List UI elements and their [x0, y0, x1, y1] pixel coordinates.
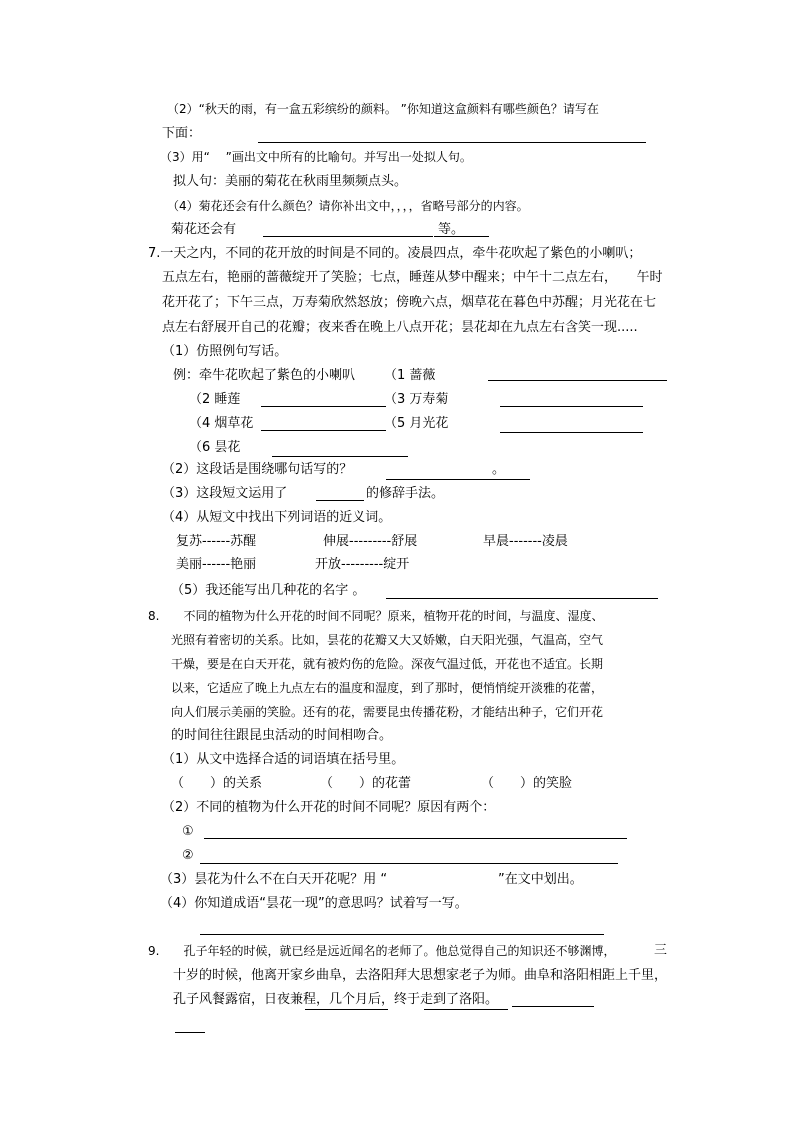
q8-para-3: 干燥，要是在白天开花，就有被灼伤的危险。深夜气温过低，开花也不适宜。长期	[171, 657, 604, 671]
q7-item-4: （4 烟草花	[189, 416, 254, 431]
q7-sub-2b: 。	[492, 462, 506, 477]
answer-blank[interactable]	[386, 598, 658, 599]
q7-item-6: （6 昙花	[189, 440, 241, 455]
q8-circle-2: ②	[182, 848, 194, 863]
q9-para-2: 十岁的时候，他离开家乡曲阜，去洛阳拜大思想家老子为师。曲阜和洛阳相距上千里，	[173, 968, 668, 983]
q8-para-1: 8. 不同的植物为什么开花的时间不同呢？原来，植物开花的时间，与温度、湿度、	[148, 609, 604, 623]
q8-sub-2: （2）不同的植物为什么开花的时间不同呢？原因有两个：	[162, 800, 496, 815]
q-line-6a: 菊花还会有	[171, 222, 237, 237]
q8-bracket-3: （ ）的笑脸	[481, 776, 573, 791]
q7-sub-3a: （3）这段短文运用了	[162, 486, 288, 501]
q8-circle-1: ①	[182, 824, 194, 839]
q7-para-3: 花开花了；下午三点，万寿菊欣然怒放；傍晚六点，烟草花在暮色中苏醒；月光花在七	[162, 295, 657, 310]
answer-blank[interactable]	[512, 1006, 594, 1007]
q8-bracket-2: （ ）的花蕾	[320, 776, 412, 791]
q7-item-5: （5 月光花	[384, 416, 449, 431]
q8-para-5: 向人们展示美丽的笑脸。还有的花，需要昆虫传播花粉，才能结出种子，它们开花	[171, 705, 604, 719]
q7-word-1: 复苏------苏醒	[176, 534, 257, 549]
q7-item-1: （1 蔷薇	[384, 368, 436, 383]
q9-para-1b: 三	[654, 943, 668, 958]
underline-mark	[424, 1009, 508, 1010]
q-line-5: （4）菊花还会有什么颜色？请你补出文中，，，，省略号部分的内容。	[167, 199, 529, 213]
answer-blank[interactable]	[261, 430, 386, 431]
q-line-4: 拟人句：美丽的菊花在秋雨里频频点头。	[173, 174, 408, 189]
answer-blank[interactable]	[272, 456, 408, 457]
answer-blank[interactable]	[316, 500, 364, 501]
q7-sub-4: （4）从短文中找出下列词语的近义词。	[162, 510, 392, 525]
q8-sub-4: （4）你知道成语“昙花一现”的意思吗？试着写一写。	[160, 896, 468, 911]
answer-blank[interactable]	[386, 479, 530, 480]
q7-word-4: 美丽------艳丽	[176, 557, 257, 572]
q-line-1: （2）“秋天的雨，有一盒五彩缤纷的颜料。 ”你知道这盒颜料有哪些颜色？请写在	[167, 102, 599, 116]
q9-para-1a: 9. 孔子年轻的时候，就已经是远近闻名的老师了。他总觉得自己的知识还不够渊博，	[148, 944, 616, 958]
q7-word-2: 伸展---------舒展	[323, 534, 418, 549]
answer-blank[interactable]	[200, 863, 618, 864]
q7-example: 例：牵牛花吹起了紫色的小喇叭	[173, 368, 356, 383]
answer-blank[interactable]	[500, 432, 643, 433]
answer-blank[interactable]	[500, 406, 643, 407]
answer-blank[interactable]	[200, 934, 604, 935]
q7-para-2: 五点左右，艳丽的蔷薇绽开了笑脸；七点，睡莲从梦中醒来；中午十二点左右， 午时	[162, 270, 663, 285]
q-line-3: （3）用“ ”画出文中所有的比喻句。并写出一处拟人句。	[160, 150, 472, 164]
q8-bracket-1: （ ）的关系	[171, 776, 263, 791]
answer-blank[interactable]	[258, 142, 646, 143]
answer-blank[interactable]	[488, 380, 667, 381]
q7-sub-3b: 的修辞手法。	[366, 486, 445, 501]
q7-item-3: （3 万寿菊	[384, 392, 449, 407]
answer-blank[interactable]	[204, 838, 627, 839]
answer-blank[interactable]	[263, 236, 433, 237]
q-line-2: 下面：	[162, 126, 202, 141]
underline-mark	[305, 1009, 388, 1010]
q8-para-4: 以来，它适应了晚上九点左右的温度和湿度，到了那时，便悄悄绽开淡雅的花蕾，	[171, 681, 604, 695]
q7-para-1: 7.一天之内，不同的花开放的时间是不同的。凌晨四点，牵牛花吹起了紫色的小喇叭；	[148, 246, 642, 261]
q7-word-5: 开放---------绽开	[315, 557, 410, 572]
answer-blank[interactable]	[175, 1032, 205, 1033]
q8-sub-3b: ”在文中划出。	[498, 872, 583, 887]
answer-blank[interactable]	[261, 406, 386, 407]
q7-sub-1: （1）仿照例句写话。	[162, 344, 288, 359]
q-line-6b: 等。	[438, 222, 465, 237]
q9-para-3: 孔子风餐露宿，日夜兼程，几个月后，终于走到了洛阳。	[173, 992, 499, 1007]
q8-para-2: 光照有着密切的关系。比如，昙花的花瓣又大又娇嫩，白天阳光强，气温高，空气	[171, 633, 604, 647]
q7-word-3: 早晨-------凌晨	[483, 534, 568, 549]
q8-sub-1: （1）从文中选择合适的词语填在括号里。	[162, 752, 405, 767]
q8-sub-3a: （3）昙花为什么不在白天开花呢？用 “	[160, 872, 388, 887]
q7-sub-5: （5）我还能写出几种花的名字 。	[171, 583, 366, 598]
answer-blank[interactable]	[434, 236, 489, 237]
q7-item-2: （2 睡莲	[189, 392, 241, 407]
q8-para-6: 的时间往往跟昆虫活动的时间相吻合。	[171, 728, 393, 743]
q7-sub-2a: （2）这段话是围绕哪句话写的？	[162, 462, 353, 477]
q7-para-4: 点左右舒展开自己的花瓣；夜来香在晚上八点开花；昙花却在九点左右含笑一现.....	[162, 320, 638, 335]
